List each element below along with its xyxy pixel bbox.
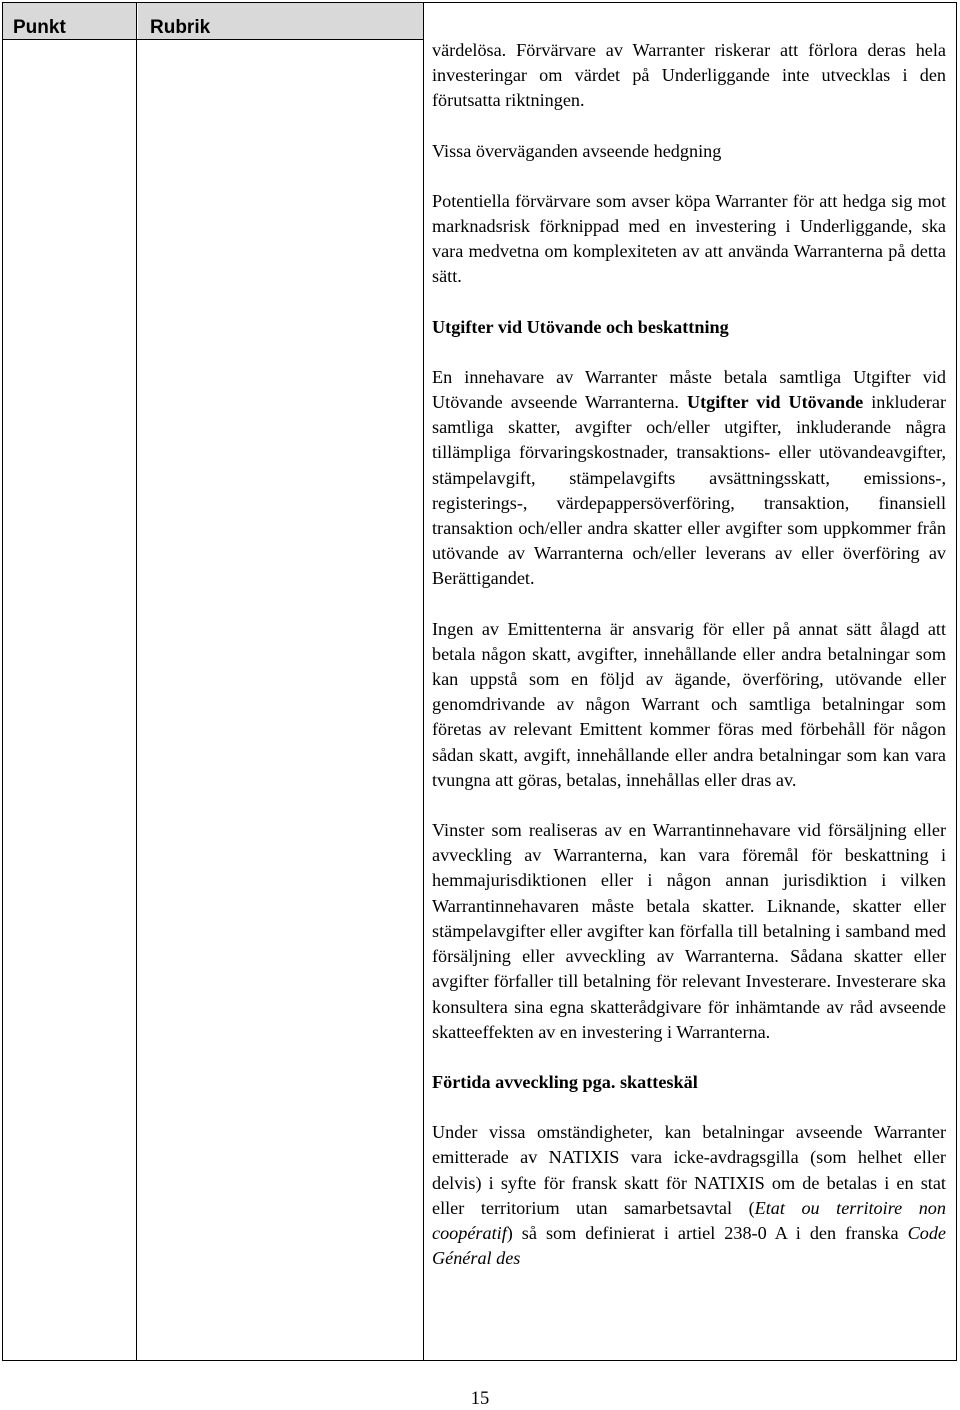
header-divider <box>3 39 423 40</box>
text-run: Under vissa omständigheter, kan betalningar avseende Warranter emitterade av NATIXIS vara icke-avdragsgilla (som helhet eller delvis) i syfte för fransk skatt för NATIXIS om de betalas i en stat eller territorium utan samarbetsavtal ( <box>432 1122 946 1218</box>
column-divider <box>423 3 424 1360</box>
paragraph <box>432 1120 946 1271</box>
text-run: inkluderar samtliga skatter, avgifter och/eller utgifter, inkluderande några tillämpliga förvaringskostnader, transaktions- eller utövandeavgifter, stämpelavgift, stämpelavgifts avsättningsskatt, emissions-, registerings-, värdepappersöverföring, transaktion, finansiell transaktion och/eller andra skatter eller avgifter som uppkommer från utövande av Warranterna och/eller leverans av eller överföring av Berättigandet. <box>432 392 946 589</box>
section-heading: Utgifter vid Utövande och beskattning <box>432 316 729 337</box>
header-rubrik: Rubrik <box>138 3 423 40</box>
italic-term: Code Général des <box>432 1222 946 1269</box>
text-run: ) så som definierat i artiel 238-0 A i den franska <box>506 1222 908 1243</box>
page-number: 15 <box>470 1389 490 1409</box>
paragraph: Vinster som realiseras av en Warrantinnehavare vid försäljning eller avveckling av Warranterna, kan vara föremål för beskattning i hemmajurisdiktionen eller i någon annan jurisdiktion i vilken Warrantinnehavaren måste betala skatter. Liknande, skatter eller stämpelavgifter eller avgifter kan förfalla till betalning i samband med försäljning eller avveckling av Warranterna. Sådana skatter eller avgifter förfaller till betalning för relevant Investerare. Investerare ska konsultera sina egna skatterådgivare för inhämtande av råd avseende skatteeffekten av en investering i Warranterna. <box>432 820 946 1042</box>
header-punkt: Punkt <box>3 3 136 40</box>
paragraph <box>432 365 946 592</box>
defined-term: Utgifter vid Utövande <box>686 392 864 413</box>
section-heading: Förtida avveckling pga. skatteskäl <box>432 1071 698 1092</box>
section-heading: Vissa överväganden avseende hedgning <box>432 140 722 161</box>
paragraph: Potentiella förvärvare som avser köpa Warranter för att hedga sig mot marknadsrisk förknippad med en investering i Underliggande, ska vara medvetna om komplexiteten av att använda Warranterna på detta sätt. <box>432 190 946 287</box>
paragraph: Ingen av Emittenterna är ansvarig för eller på annat sätt ålagd att betala någon skatt, avgifter, innehållande eller andra betalningar som kan uppstå som en följd av ägande, överföring, utövande eller genomdrivande av någon Warrant och samtliga betalningar som företas av relevant Emittent kommer föras med förbehåll för någon sådan skatt, avgift, innehållande eller andra betalningar som kan vara tvungna att göras, betalas, innehållas eller dras av. <box>432 618 946 790</box>
italic-term: Etat ou territoire non coopératif <box>432 1197 946 1243</box>
body-text <box>432 38 946 1271</box>
column-divider <box>136 3 137 1360</box>
text-run: En innehavare av Warranter måste betala samtliga Utgifter vid Utövande avseende Warranterna. <box>432 366 946 413</box>
paragraph: värdelösa. Förvärvare av Warranter riskerar att förlora deras hela investeringar om värdet på Underliggande inte utvecklas i den förutsatta riktningen. <box>432 40 946 111</box>
